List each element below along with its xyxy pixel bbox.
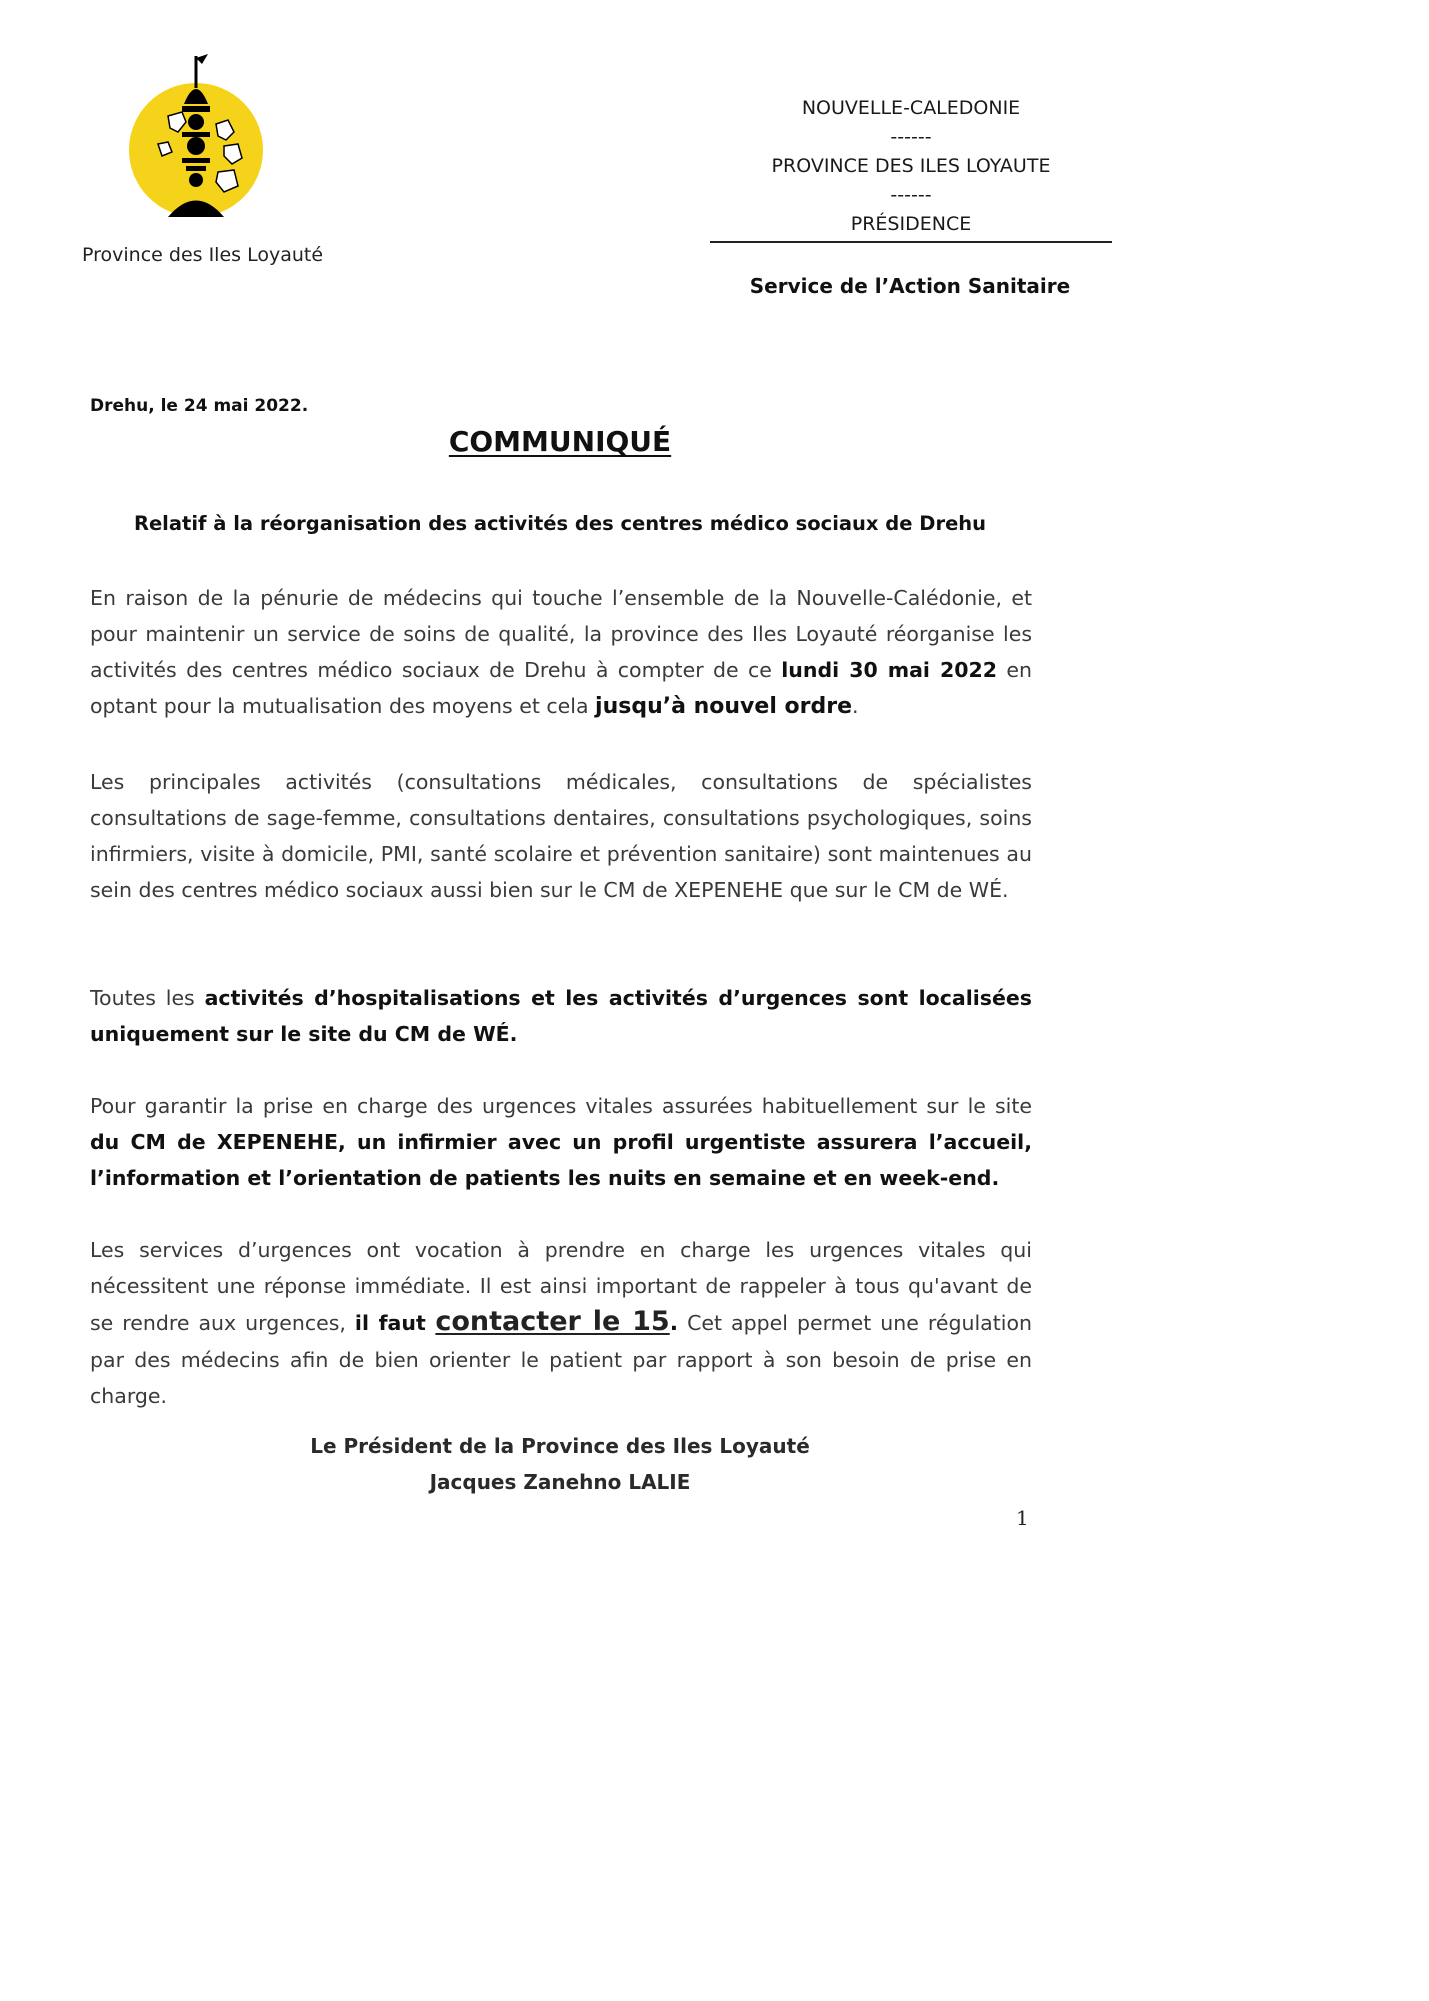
paragraph-text: . — [852, 694, 859, 718]
service-name: Service de l’Action Sanitaire — [749, 274, 1071, 298]
paragraph-emphasis: jusqu’à nouvel ordre — [595, 694, 852, 719]
header-separator: ------ — [890, 126, 932, 148]
signature-block — [0, 1428, 1120, 1500]
header-province: PROVINCE DES ILES LOYAUTE — [771, 155, 1051, 177]
province-logo-icon — [128, 52, 268, 222]
signature-name: Jacques Zanehno LALIE — [429, 1470, 691, 1494]
paragraph-emphasis: du CM de XEPENEHE, un infirmier avec un profil urgentiste assurera l’accueil, l’information et l’orientation de patients les nuits en semaine et en week-end. — [90, 1130, 1032, 1190]
paragraph-emphasis: il faut — [354, 1311, 436, 1335]
document-date: Drehu, le 24 mai 2022. — [90, 396, 309, 416]
paragraph-5 — [90, 1232, 1032, 1414]
emergency-number-callout: contacter le 15 — [435, 1306, 670, 1337]
paragraph-2: Les principales activités (consultations médicales, consultations de spécialistes consultations de sage-femme, consultations dentaires, consultations psychologiques, soins infirmiers, visite à domicile, PMI, santé scolaire et prévention sanitaire) sont maintenues au sein des centres médico sociaux aussi bien sur le CM de XEPENEHE que sur le CM de WÉ. — [90, 770, 1032, 902]
paragraph-text: Pour garantir la prise en charge des urgences vitales assurées habituellement sur le site — [90, 1094, 1032, 1118]
paragraph-text: En raison de la pénurie de médecins qui touche l’ensemble de la Nouvelle-Calédonie, et pour maintenir un service de soins de qualité, la province des Iles Loyauté réorganise les activités des centres médico sociaux de Drehu à compter de ce — [90, 586, 1032, 682]
paragraph-emphasis: . — [669, 1311, 679, 1336]
header-country: NOUVELLE-CALEDONIE — [801, 97, 1021, 119]
header-presidence: PRÉSIDENCE — [850, 213, 972, 235]
paragraph-emphasis: activités d’hospitalisations et les activités d’urgences sont localisées uniquement sur le site du CM de WÉ. — [90, 986, 1032, 1046]
page-number: 1 — [1016, 1506, 1029, 1530]
signature-title: Le Président de la Province des Iles Loyauté — [310, 1434, 810, 1458]
document-title: COMMUNIQUÉ — [448, 425, 672, 458]
paragraph-1 — [90, 580, 1032, 725]
paragraph-text: Les services d’urgences ont vocation à prendre en charge les urgences vitales qui nécessitent une réponse immédiate. Il est ainsi important de rappeler à tous qu'avant de se rendre aux urgences, — [90, 1238, 1032, 1335]
header-separator: ------ — [890, 184, 932, 206]
paragraph-4 — [90, 1088, 1032, 1196]
header-divider — [710, 241, 1112, 243]
header-institution — [710, 94, 1112, 239]
logo-caption: Province des Iles Loyauté — [82, 244, 324, 266]
paragraph-emphasis: lundi 30 mai 2022 — [781, 658, 997, 682]
paragraph-text: Cet appel permet une régulation par des médecins afin de bien orienter le patient par rapport à son besoin de prise en charge. — [90, 1311, 1032, 1408]
paragraph-3 — [90, 980, 1032, 1052]
document-subject: Relatif à la réorganisation des activités des centres médico sociaux de Drehu — [133, 512, 987, 535]
paragraph-text: Toutes les — [90, 986, 205, 1010]
paragraph-text: en optant pour la mutualisation des moyens et cela — [90, 658, 1032, 718]
